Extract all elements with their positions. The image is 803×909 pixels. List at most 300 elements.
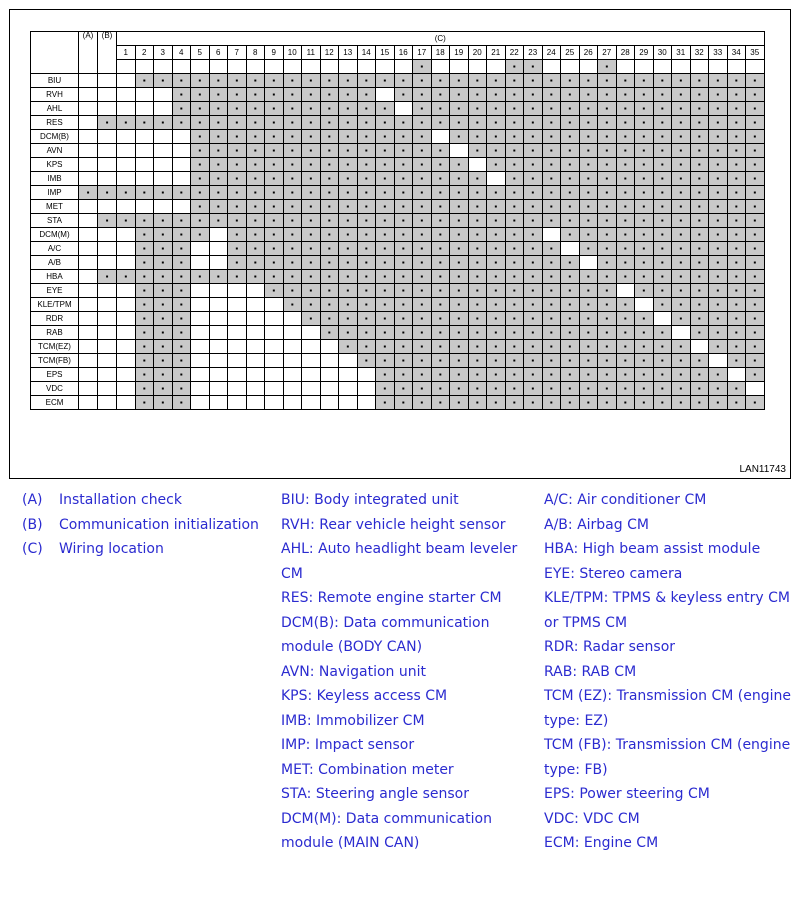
empty-cell bbox=[357, 368, 376, 382]
dash-cell: ▪ bbox=[727, 312, 746, 326]
dash-cell: ▪ bbox=[450, 88, 469, 102]
dash-cell: ▪ bbox=[265, 186, 284, 200]
dash-cell: ▪ bbox=[302, 172, 321, 186]
dash-cell: ▪ bbox=[635, 396, 654, 410]
dash-cell: ▪ bbox=[468, 172, 487, 186]
empty-cell bbox=[209, 326, 228, 340]
dash-cell: ▪ bbox=[191, 214, 210, 228]
row-label: DCM(M) bbox=[31, 228, 79, 242]
dash-cell: ▪ bbox=[635, 368, 654, 382]
dash-cell: ▪ bbox=[727, 116, 746, 130]
dash-cell: ▪ bbox=[690, 228, 709, 242]
dash-cell: ▪ bbox=[727, 256, 746, 270]
dash-cell: ▪ bbox=[376, 102, 395, 116]
dash-cell: ▪ bbox=[487, 74, 506, 88]
dash-cell: ▪ bbox=[413, 270, 432, 284]
dash-cell: ▪ bbox=[468, 256, 487, 270]
dash-cell: ▪ bbox=[598, 144, 617, 158]
dash-cell: ▪ bbox=[561, 116, 580, 130]
dash-cell: ▪ bbox=[746, 214, 765, 228]
dash-cell: ▪ bbox=[154, 228, 173, 242]
dash-cell: ▪ bbox=[653, 158, 672, 172]
dash-cell: ▪ bbox=[616, 116, 635, 130]
empty-cell bbox=[746, 382, 765, 396]
empty-cell bbox=[172, 200, 191, 214]
dash-cell: ▪ bbox=[746, 88, 765, 102]
dash-cell: ▪ bbox=[357, 340, 376, 354]
dash-cell: ▪ bbox=[450, 186, 469, 200]
empty-cell bbox=[376, 88, 395, 102]
empty-cell bbox=[709, 354, 728, 368]
dash-cell: ▪ bbox=[561, 312, 580, 326]
dash-cell: ▪ bbox=[394, 116, 413, 130]
dash-cell: ▪ bbox=[709, 368, 728, 382]
dash-cell: ▪ bbox=[487, 354, 506, 368]
empty-cell bbox=[117, 396, 136, 410]
dash-cell: ▪ bbox=[228, 116, 247, 130]
dash-cell: ▪ bbox=[524, 312, 543, 326]
empty-cell bbox=[79, 116, 98, 130]
dash-cell: ▪ bbox=[690, 270, 709, 284]
dash-cell: ▪ bbox=[746, 144, 765, 158]
dash-cell: ▪ bbox=[283, 200, 302, 214]
dash-cell: ▪ bbox=[394, 144, 413, 158]
dash-cell: ▪ bbox=[616, 130, 635, 144]
dash-cell: ▪ bbox=[339, 340, 358, 354]
dash-cell: ▪ bbox=[413, 200, 432, 214]
empty-cell bbox=[191, 382, 210, 396]
empty-cell bbox=[98, 158, 117, 172]
dash-cell: ▪ bbox=[709, 340, 728, 354]
empty-cell bbox=[117, 382, 136, 396]
header-empty-cell bbox=[246, 60, 265, 74]
dash-cell: ▪ bbox=[468, 326, 487, 340]
dash-cell: ▪ bbox=[635, 270, 654, 284]
dash-cell: ▪ bbox=[283, 172, 302, 186]
dash-cell: ▪ bbox=[302, 116, 321, 130]
empty-cell bbox=[79, 88, 98, 102]
dash-cell: ▪ bbox=[339, 130, 358, 144]
dash-cell: ▪ bbox=[376, 158, 395, 172]
dash-cell: ▪ bbox=[283, 186, 302, 200]
dash-cell: ▪ bbox=[172, 116, 191, 130]
dash-cell: ▪ bbox=[524, 256, 543, 270]
empty-cell bbox=[79, 144, 98, 158]
empty-cell bbox=[302, 340, 321, 354]
empty-cell bbox=[79, 256, 98, 270]
dash-cell: ▪ bbox=[172, 74, 191, 88]
empty-cell bbox=[209, 284, 228, 298]
empty-cell bbox=[339, 368, 358, 382]
dash-cell: ▪ bbox=[320, 298, 339, 312]
dash-cell: ▪ bbox=[209, 158, 228, 172]
dash-cell: ▪ bbox=[487, 326, 506, 340]
dash-cell: ▪ bbox=[450, 340, 469, 354]
legend-item: EPS: Power steering CM bbox=[544, 786, 710, 802]
dash-cell: ▪ bbox=[172, 396, 191, 410]
dash-cell: ▪ bbox=[172, 270, 191, 284]
header-empty-cell bbox=[542, 60, 561, 74]
dash-cell: ▪ bbox=[616, 214, 635, 228]
dash-cell: ▪ bbox=[394, 74, 413, 88]
empty-cell bbox=[172, 144, 191, 158]
empty-cell bbox=[209, 242, 228, 256]
dash-cell: ▪ bbox=[228, 200, 247, 214]
dash-cell: ▪ bbox=[709, 228, 728, 242]
dash-cell: ▪ bbox=[727, 382, 746, 396]
dash-cell: ▪ bbox=[302, 256, 321, 270]
dash-cell: ▪ bbox=[98, 214, 117, 228]
row-label: KPS bbox=[31, 158, 79, 172]
dash-cell: ▪ bbox=[302, 74, 321, 88]
dash-cell: ▪ bbox=[542, 158, 561, 172]
dash-cell: ▪ bbox=[376, 256, 395, 270]
empty-cell bbox=[209, 298, 228, 312]
col-number: 4 bbox=[172, 46, 191, 60]
dash-cell: ▪ bbox=[746, 158, 765, 172]
dash-cell: ▪ bbox=[154, 284, 173, 298]
empty-cell bbox=[98, 382, 117, 396]
dash-cell: ▪ bbox=[376, 270, 395, 284]
dash-cell: ▪ bbox=[542, 396, 561, 410]
dash-cell: ▪ bbox=[746, 340, 765, 354]
dash-cell: ▪ bbox=[653, 256, 672, 270]
empty-cell bbox=[265, 312, 284, 326]
row-label: DCM(B) bbox=[31, 130, 79, 144]
dash-cell: ▪ bbox=[376, 382, 395, 396]
dash-cell: ▪ bbox=[413, 298, 432, 312]
dash-cell: ▪ bbox=[265, 158, 284, 172]
legend-item: BIU: Body integrated unit bbox=[281, 492, 459, 508]
dash-cell: ▪ bbox=[579, 382, 598, 396]
dash-cell: ▪ bbox=[727, 102, 746, 116]
dash-cell: ▪ bbox=[154, 256, 173, 270]
header-empty-cell bbox=[468, 60, 487, 74]
empty-cell bbox=[98, 396, 117, 410]
dash-cell: ▪ bbox=[394, 284, 413, 298]
dash-cell: ▪ bbox=[228, 242, 247, 256]
dash-cell: ▪ bbox=[672, 88, 691, 102]
dash-cell: ▪ bbox=[413, 242, 432, 256]
dash-cell: ▪ bbox=[172, 326, 191, 340]
dash-cell: ▪ bbox=[450, 298, 469, 312]
dash-cell: ▪ bbox=[320, 172, 339, 186]
dash-cell: ▪ bbox=[709, 242, 728, 256]
empty-cell bbox=[117, 312, 136, 326]
dash-cell: ▪ bbox=[635, 284, 654, 298]
row-label: EPS bbox=[31, 368, 79, 382]
dash-cell: ▪ bbox=[135, 242, 154, 256]
dash-cell: ▪ bbox=[524, 354, 543, 368]
dash-cell: ▪ bbox=[690, 130, 709, 144]
dash-cell: ▪ bbox=[672, 298, 691, 312]
legend-item: RDR: Radar sensor bbox=[544, 639, 676, 655]
dash-cell: ▪ bbox=[339, 144, 358, 158]
dash-cell: ▪ bbox=[690, 116, 709, 130]
dash-cell: ▪ bbox=[635, 186, 654, 200]
dash-cell: ▪ bbox=[542, 312, 561, 326]
header-empty-cell bbox=[487, 60, 506, 74]
dash-cell: ▪ bbox=[228, 144, 247, 158]
empty-cell bbox=[468, 158, 487, 172]
empty-cell bbox=[246, 368, 265, 382]
dash-cell: ▪ bbox=[283, 130, 302, 144]
dash-cell: ▪ bbox=[690, 172, 709, 186]
empty-cell bbox=[228, 326, 247, 340]
dash-cell: ▪ bbox=[172, 368, 191, 382]
dash-cell: ▪ bbox=[598, 382, 617, 396]
dash-cell: ▪ bbox=[117, 116, 136, 130]
legend-item: RES: Remote engine starter CM bbox=[281, 590, 502, 606]
empty-cell bbox=[339, 396, 358, 410]
dash-cell: ▪ bbox=[598, 158, 617, 172]
dash-cell: ▪ bbox=[524, 130, 543, 144]
dash-cell: ▪ bbox=[135, 74, 154, 88]
dash-cell: ▪ bbox=[709, 172, 728, 186]
dash-cell: ▪ bbox=[524, 172, 543, 186]
dash-cell: ▪ bbox=[135, 298, 154, 312]
empty-cell bbox=[117, 158, 136, 172]
dash-cell: ▪ bbox=[542, 326, 561, 340]
dash-cell: ▪ bbox=[561, 354, 580, 368]
dash-cell: ▪ bbox=[505, 340, 524, 354]
dash-cell: ▪ bbox=[561, 74, 580, 88]
dash-cell: ▪ bbox=[450, 242, 469, 256]
dash-cell: ▪ bbox=[154, 74, 173, 88]
dash-cell: ▪ bbox=[487, 116, 506, 130]
empty-cell bbox=[172, 158, 191, 172]
dash-cell: ▪ bbox=[542, 382, 561, 396]
empty-cell bbox=[98, 200, 117, 214]
dash-cell: ▪ bbox=[413, 88, 432, 102]
dash-cell: ▪ bbox=[376, 368, 395, 382]
col-number: 27 bbox=[598, 46, 617, 60]
empty-cell bbox=[228, 382, 247, 396]
dash-cell: ▪ bbox=[394, 354, 413, 368]
dash-cell: ▪ bbox=[579, 284, 598, 298]
dash-cell: ▪ bbox=[579, 340, 598, 354]
dash-cell: ▪ bbox=[246, 270, 265, 284]
dash-cell: ▪ bbox=[468, 242, 487, 256]
dash-cell: ▪ bbox=[413, 158, 432, 172]
header-empty-cell bbox=[357, 60, 376, 74]
dash-cell: ▪ bbox=[709, 312, 728, 326]
dash-cell: ▪ bbox=[524, 228, 543, 242]
empty-cell bbox=[98, 354, 117, 368]
dash-cell: ▪ bbox=[524, 102, 543, 116]
empty-cell bbox=[79, 200, 98, 214]
dash-cell: ▪ bbox=[302, 130, 321, 144]
col-number: 29 bbox=[635, 46, 654, 60]
col-number: 9 bbox=[265, 46, 284, 60]
empty-cell bbox=[117, 144, 136, 158]
connection-grid bbox=[30, 31, 765, 410]
dash-cell: ▪ bbox=[690, 382, 709, 396]
col-number: 2 bbox=[135, 46, 154, 60]
dash-cell: ▪ bbox=[228, 102, 247, 116]
dash-cell: ▪ bbox=[302, 200, 321, 214]
dash-cell: ▪ bbox=[579, 158, 598, 172]
dash-cell: ▪ bbox=[302, 102, 321, 116]
dash-cell: ▪ bbox=[431, 298, 450, 312]
empty-cell bbox=[191, 256, 210, 270]
empty-cell bbox=[209, 382, 228, 396]
dash-cell: ▪ bbox=[450, 256, 469, 270]
header-empty-cell bbox=[228, 60, 247, 74]
dash-cell: ▪ bbox=[542, 88, 561, 102]
dash-cell: ▪ bbox=[505, 102, 524, 116]
dash-cell: ▪ bbox=[542, 186, 561, 200]
dash-cell: ▪ bbox=[598, 368, 617, 382]
dash-cell: ▪ bbox=[653, 368, 672, 382]
dash-cell: ▪ bbox=[505, 256, 524, 270]
dash-cell: ▪ bbox=[746, 312, 765, 326]
col-number: 31 bbox=[672, 46, 691, 60]
dash-cell: ▪ bbox=[709, 256, 728, 270]
dash-cell: ▪ bbox=[709, 284, 728, 298]
legend-item: AVN: Navigation unit bbox=[281, 663, 426, 680]
empty-cell bbox=[265, 340, 284, 354]
dash-cell: ▪ bbox=[431, 354, 450, 368]
dash-cell: ▪ bbox=[672, 74, 691, 88]
dash-cell: ▪ bbox=[635, 312, 654, 326]
dash-cell: ▪ bbox=[524, 158, 543, 172]
legend-item bbox=[22, 513, 277, 538]
dash-cell: ▪ bbox=[450, 382, 469, 396]
empty-cell bbox=[117, 340, 136, 354]
legend-text: Wiring location bbox=[59, 541, 164, 557]
dash-cell: ▪ bbox=[376, 326, 395, 340]
dash-cell: ▪ bbox=[616, 298, 635, 312]
dash-cell: ▪ bbox=[690, 88, 709, 102]
dash-cell: ▪ bbox=[209, 74, 228, 88]
dash-cell: ▪ bbox=[376, 340, 395, 354]
dash-cell: ▪ bbox=[542, 172, 561, 186]
dash-cell: ▪ bbox=[135, 228, 154, 242]
dash-cell: ▪ bbox=[542, 214, 561, 228]
dash-cell: ▪ bbox=[98, 270, 117, 284]
dash-cell: ▪ bbox=[302, 284, 321, 298]
dash-cell: ▪ bbox=[394, 326, 413, 340]
dash-cell: ▪ bbox=[431, 200, 450, 214]
dash-cell: ▪ bbox=[690, 144, 709, 158]
empty-cell bbox=[154, 144, 173, 158]
dash-cell: ▪ bbox=[339, 298, 358, 312]
dash-cell: ▪ bbox=[505, 354, 524, 368]
dash-cell: ▪ bbox=[672, 130, 691, 144]
dash-cell: ▪ bbox=[172, 242, 191, 256]
empty-cell bbox=[265, 368, 284, 382]
header-empty-cell bbox=[191, 60, 210, 74]
dash-cell: ▪ bbox=[672, 242, 691, 256]
dash-cell: ▪ bbox=[135, 116, 154, 130]
dash-cell: ▪ bbox=[191, 200, 210, 214]
dash-cell: ▪ bbox=[246, 186, 265, 200]
dash-cell: ▪ bbox=[339, 256, 358, 270]
empty-cell bbox=[135, 158, 154, 172]
dash-cell: ▪ bbox=[579, 354, 598, 368]
empty-cell bbox=[172, 130, 191, 144]
dash-cell: ▪ bbox=[320, 270, 339, 284]
dash-cell: ▪ bbox=[690, 368, 709, 382]
dash-cell: ▪ bbox=[117, 270, 136, 284]
dash-cell: ▪ bbox=[468, 298, 487, 312]
dash-cell: ▪ bbox=[653, 284, 672, 298]
dash-cell: ▪ bbox=[357, 144, 376, 158]
dash-cell: ▪ bbox=[431, 214, 450, 228]
dash-cell: ▪ bbox=[505, 214, 524, 228]
empty-cell bbox=[320, 368, 339, 382]
dash-cell: ▪ bbox=[616, 368, 635, 382]
dash-cell: ▪ bbox=[376, 172, 395, 186]
header-dash-cell: ▪ bbox=[598, 60, 617, 74]
dash-cell: ▪ bbox=[542, 284, 561, 298]
empty-cell bbox=[561, 242, 580, 256]
dash-cell: ▪ bbox=[561, 200, 580, 214]
dash-cell: ▪ bbox=[505, 242, 524, 256]
dash-cell: ▪ bbox=[635, 200, 654, 214]
dash-cell: ▪ bbox=[598, 312, 617, 326]
empty-cell bbox=[98, 312, 117, 326]
empty-cell bbox=[209, 312, 228, 326]
col-number: 7 bbox=[228, 46, 247, 60]
dash-cell: ▪ bbox=[524, 382, 543, 396]
dash-cell: ▪ bbox=[413, 256, 432, 270]
dash-cell: ▪ bbox=[209, 116, 228, 130]
empty-cell bbox=[672, 326, 691, 340]
dash-cell: ▪ bbox=[746, 74, 765, 88]
dash-cell: ▪ bbox=[653, 88, 672, 102]
dash-cell: ▪ bbox=[635, 88, 654, 102]
dash-cell: ▪ bbox=[265, 74, 284, 88]
empty-cell bbox=[209, 340, 228, 354]
dash-cell: ▪ bbox=[450, 74, 469, 88]
dash-cell: ▪ bbox=[376, 284, 395, 298]
legend-item: DCM(M): Data communication module (MAIN CAN) bbox=[281, 810, 492, 851]
dash-cell: ▪ bbox=[98, 186, 117, 200]
header-empty-cell bbox=[746, 60, 765, 74]
dash-cell: ▪ bbox=[598, 396, 617, 410]
dash-cell: ▪ bbox=[598, 354, 617, 368]
dash-cell: ▪ bbox=[376, 312, 395, 326]
empty-cell bbox=[98, 88, 117, 102]
empty-cell bbox=[117, 354, 136, 368]
row-label: STA bbox=[31, 214, 79, 228]
dash-cell: ▪ bbox=[653, 186, 672, 200]
dash-cell: ▪ bbox=[487, 284, 506, 298]
empty-cell bbox=[302, 368, 321, 382]
dash-cell: ▪ bbox=[542, 74, 561, 88]
empty-cell bbox=[98, 340, 117, 354]
row-label: TCM(EZ) bbox=[31, 340, 79, 354]
dash-cell: ▪ bbox=[265, 256, 284, 270]
dash-cell: ▪ bbox=[746, 326, 765, 340]
dash-cell: ▪ bbox=[394, 256, 413, 270]
dash-cell: ▪ bbox=[672, 186, 691, 200]
empty-cell bbox=[135, 102, 154, 116]
dash-cell: ▪ bbox=[283, 256, 302, 270]
dash-cell: ▪ bbox=[191, 270, 210, 284]
figure-id: LAN11743 bbox=[739, 464, 786, 475]
dash-cell: ▪ bbox=[79, 186, 98, 200]
col-number: 25 bbox=[561, 46, 580, 60]
header-empty-cell bbox=[561, 60, 580, 74]
empty-cell bbox=[154, 102, 173, 116]
dash-cell: ▪ bbox=[450, 200, 469, 214]
col-number: 18 bbox=[431, 46, 450, 60]
dash-cell: ▪ bbox=[339, 284, 358, 298]
dash-cell: ▪ bbox=[357, 354, 376, 368]
